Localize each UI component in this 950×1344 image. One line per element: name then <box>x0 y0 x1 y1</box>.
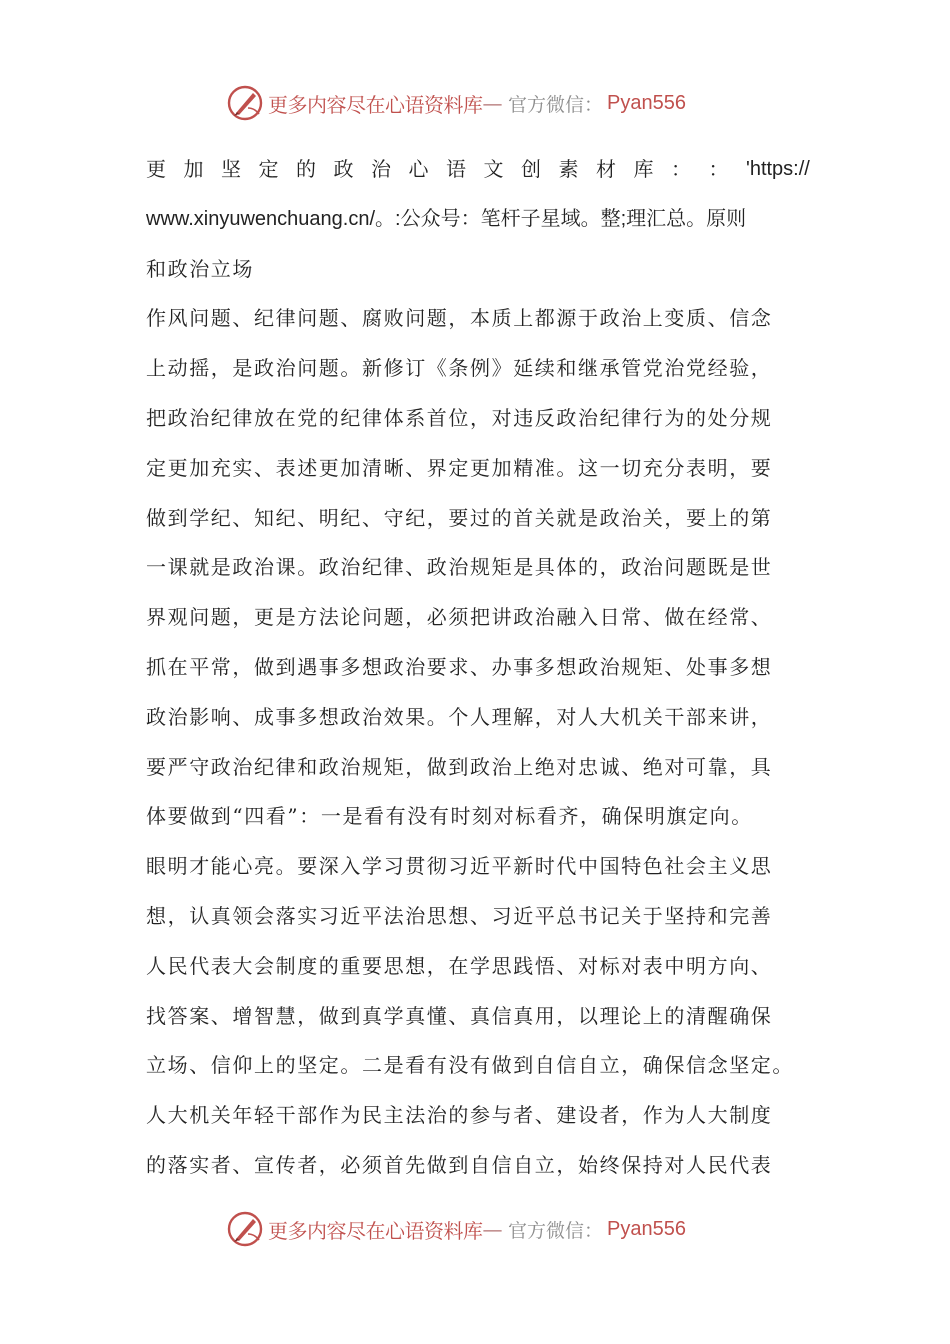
body-char: ： <box>708 157 729 181</box>
body-line: 政治影响、成事多想政治效果。个人理解，对人大机关干部来讲， <box>146 704 773 729</box>
body-line: 眼明才能心亮。要深入学习贯彻习近平新时代中国特色社会主义思 <box>146 854 773 879</box>
body-char: 心 <box>408 157 429 181</box>
body-char: 治 <box>371 157 391 181</box>
body-char: 文 <box>483 157 504 181</box>
body-line: 想，认真领会落实习近平法治思想、习近平总书记关于坚持和完善 <box>146 903 773 928</box>
body-char: ： <box>671 157 691 181</box>
body-line: 体要做到“四看”：一是看有没有时刻对标看齐，确保明旗定向。 <box>146 804 753 829</box>
banner-dash: — <box>482 1217 502 1241</box>
body-char: 的 <box>296 157 316 181</box>
body-line: 要严守政治纪律和政治规矩，做到政治上绝对忠诚、绝对可靠，具 <box>146 754 773 779</box>
body-url-fragment: 'https:// <box>746 158 810 180</box>
body-char: 创 <box>521 157 541 181</box>
body-char: 坚 <box>221 157 241 181</box>
banner-title: 更多内容尽在心语资料库 <box>268 92 483 117</box>
body-line: 找答案、增智慧，做到真学真懂、真信真用，以理论上的清醒确保 <box>146 1003 773 1028</box>
body-line: 定更加充实、表述更加清晰、界定更加精准。这一切充分表明，要 <box>146 455 773 480</box>
document-body <box>146 145 810 1241</box>
body-char: 素 <box>558 157 579 181</box>
body-line: 立场、信仰上的坚定。二是看有没有做到自信自立，确保信念坚定。 <box>146 1053 794 1078</box>
body-char: 语 <box>446 157 466 181</box>
footer-banner <box>226 1209 686 1249</box>
body-line: 作风问题、纪律问题、腐败问题，本质上都源于政治上变质、信念 <box>146 306 773 331</box>
quill-logo-icon <box>226 84 264 122</box>
body-line: 上动摇，是政治问题。新修订《条例》延续和继承管党治党经验， <box>146 356 773 381</box>
wechat-label: 官方微信： <box>508 1219 604 1242</box>
body-char: 库 <box>633 157 654 181</box>
body-line: 的落实者、宣传者，必须首先做到自信自立，始终保持对人民代表 <box>146 1152 773 1177</box>
wechat-label: 官方微信： <box>508 93 604 116</box>
quill-logo-icon <box>226 1210 264 1248</box>
body-line: 把政治纪律放在党的纪律体系首位，对违反政治纪律行为的处分规 <box>146 405 773 430</box>
body-line-2: www.xinyuwenchuang.cn/。:公众号：笔杆子星域。整;理汇总。原则 <box>146 207 747 230</box>
body-line: 和政治立场 <box>146 256 254 281</box>
banner-title: 更多内容尽在心语资料库 <box>268 1218 483 1243</box>
body-line: 界观问题，更是方法论问题，必须把讲政治融入日常、做在经常、 <box>146 605 773 630</box>
body-char: 定 <box>258 157 279 181</box>
body-line: 人民代表大会制度的重要思想，在学思践悟、对标对表中明方向、 <box>146 953 773 978</box>
body-line-1 <box>146 145 810 195</box>
header-banner <box>226 83 686 123</box>
body-line: 做到学纪、知纪、明纪、守纪，要过的首关就是政治关，要上的第 <box>146 505 773 530</box>
wechat-id: Pyan556 <box>607 1217 686 1240</box>
body-char: 加 <box>183 157 204 181</box>
body-line: 一课就是政治课。政治纪律、政治规矩是具体的，政治问题既是世 <box>146 555 773 580</box>
body-char: 材 <box>596 157 616 181</box>
wechat-id: Pyan556 <box>607 91 686 114</box>
body-char: 政 <box>333 157 354 181</box>
banner-dash: — <box>482 91 502 115</box>
body-line: 抓在平常，做到遇事多想政治要求、办事多想政治规矩、处事多想 <box>146 654 773 679</box>
body-char: 更 <box>146 157 166 181</box>
body-line: 人大机关年轻干部作为民主法治的参与者、建设者，作为人大制度 <box>146 1103 773 1128</box>
